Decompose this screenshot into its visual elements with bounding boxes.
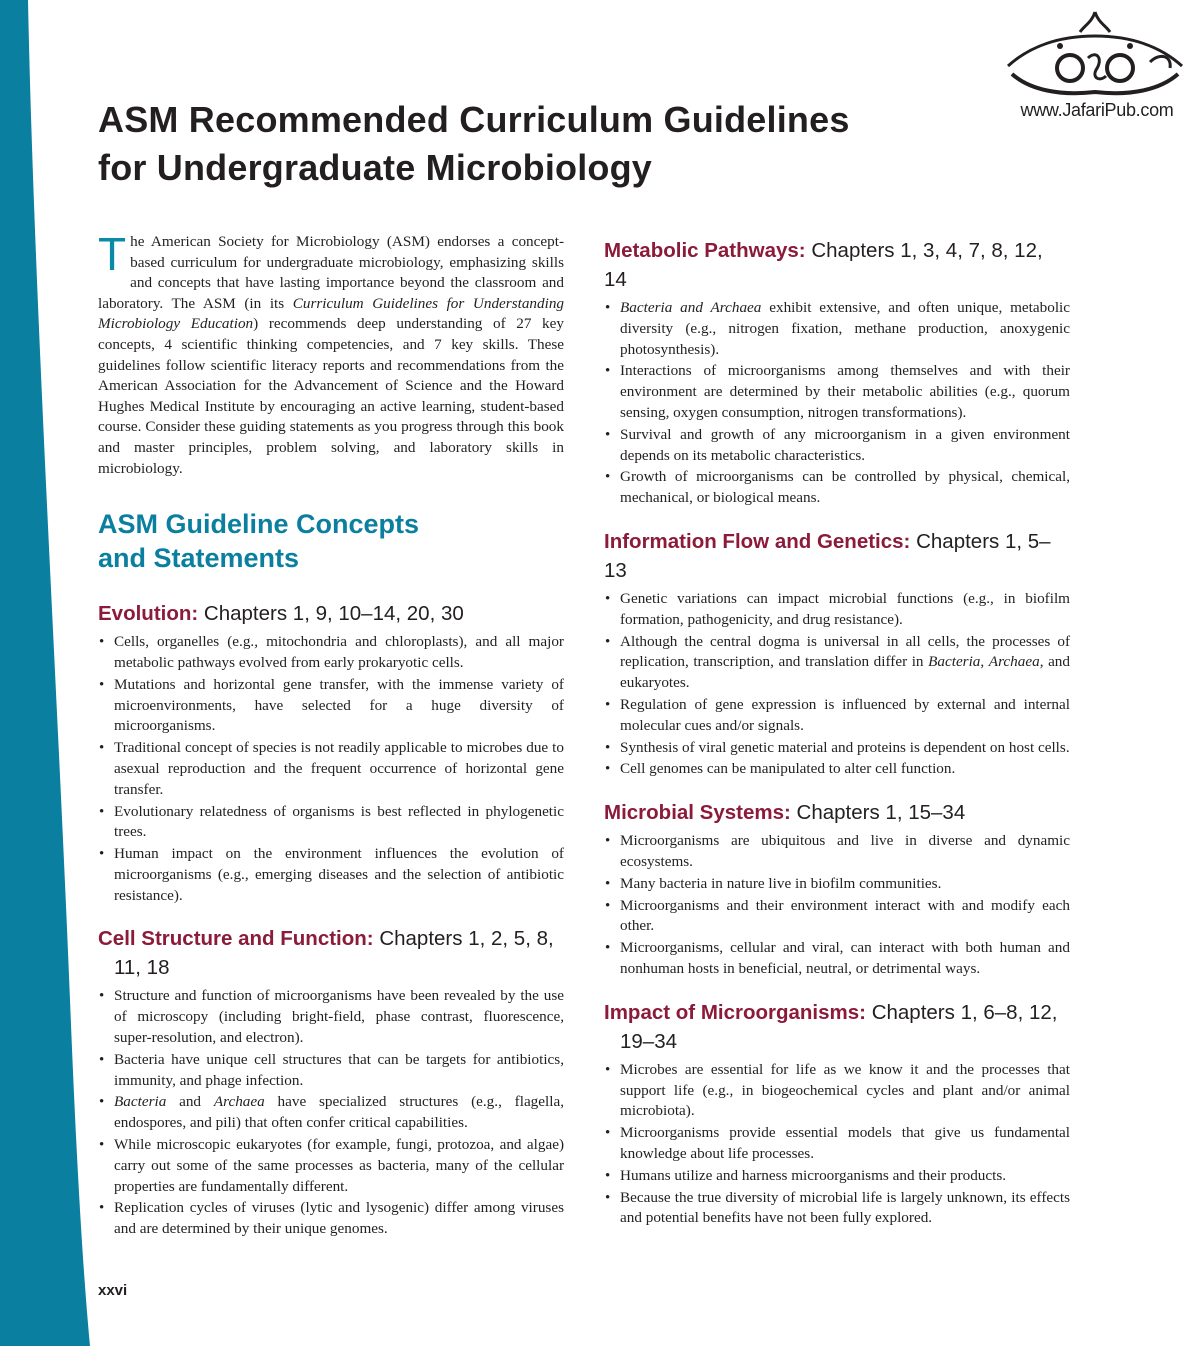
item-text: and [166,1093,214,1111]
section-heading-information [604,527,1070,585]
side-color-band [0,0,90,1346]
item-text: have specialized structures (e.g., flagella, endospores, and pili) that often confer critical capabilities. [114,1093,564,1132]
italic-term: Archaea [213,1093,265,1111]
list-item: • Microorganisms provide essential models that give us fundamental knowledge about life processes. [604,1123,1070,1165]
information-list [604,589,1070,780]
chapters-label: Chapters 1, 9, 10–14, 20, 30 [203,602,464,626]
item-text: , and eukaryotes. [620,653,1070,692]
list-item: • Microorganisms and their environment interact with and modify each other. [604,896,1070,938]
section-heading-metabolic [604,236,1070,294]
list-item: • Synthesis of viral genetic material and proteins is dependent on host cells. [604,738,1070,759]
list-item: • Genetic variations can impact microbial functions (e.g., in biofilm formation, pathogenicity, and drug resistance). [604,589,1070,631]
concepts-heading [98,507,564,575]
list-item: • Survival and growth of any microorganism in a given environment depends on its metabolic characteristics. [604,425,1070,467]
list-item: • Because the true diversity of microbial life is largely unknown, its effects and potential benefits have not been fully explored. [604,1188,1070,1230]
list-item [604,298,1070,360]
chapters-label: Chapters 1, 5–13 [604,529,1051,582]
chapters-label: Chapters 1, 3, 4, 7, 8, 12, 14 [604,239,1043,291]
list-item: • Mutations and horizontal gene transfer, with the immense variety of microenvironments, have selected for a huge diversity of microorganisms. [98,675,564,737]
list-item: • Microorganisms are ubiquitous and live in diverse and dynamic ecosystems. [604,831,1070,873]
right-column [604,236,1070,1247]
list-item: • Microorganisms, cellular and viral, can interact with both human and nonhuman hosts in beneficial, neutral, or detrimental ways. [604,938,1070,980]
list-item: • Cells, organelles (e.g., mitochondria and chloroplasts), and all major metabolic pathways evolved from early prokaryotic cells. [98,632,564,674]
item-text: Although the central dogma is universal in all cells, the processes of replication, transcription, and translation differ in [620,632,1070,671]
italic-term: Bacteria and Archaea [620,299,762,316]
page-title-line-2: for Undergraduate Microbiology [98,147,653,188]
list-item: • While microscopic eukaryotes (for example, fungi, protozoa, and algae) carry out some of the same processes as bacteria, many of the cellular properties are fundamentally different. [98,1135,564,1197]
list-item: • Evolutionary relatedness of organisms is best reflected in phylogenetic trees. [98,802,564,844]
list-item: • Bacteria have unique cell structures that can be targets for antibiotics, immunity, and phage infection. [98,1050,564,1092]
topic-label: Microbial Systems: [604,801,791,825]
list-item: • Cell genomes can be manipulated to alter cell function. [604,759,1070,780]
topic-label: Information Flow and Genetics: [604,529,911,553]
topic-label: Cell Structure and Function: [98,927,374,951]
list-item: • Many bacteria in nature live in biofilm communities. [604,874,1070,895]
list-item: • Human impact on the environment influences the evolution of microorganisms (e.g., emerging diseases and the selection of antibiotic resistance). [98,844,564,906]
list-item: • Microbes are essential for life as we know it and the processes that support life (e.g., in biogeochemical cycles and plant and/or animal microbiota). [604,1060,1070,1122]
chapters-label: Chapters 1, 2, 5, 8, 11, 18 [114,927,554,980]
section-heading-microbial-systems [604,798,1070,827]
chapters-label: Chapters 1, 15–34 [796,801,966,825]
intro-italic-title: Curriculum Guidelines for Understanding Microbiology Education [98,294,565,333]
concepts-heading-line-1: ASM Guideline Concepts [98,509,420,540]
list-item: • Regulation of gene expression is influenced by external and internal molecular cues and/or signals. [604,695,1070,737]
section-heading-evolution [98,599,564,628]
list-item: • Replication cycles of viruses (lytic and lysogenic) differ among viruses and are determined by their unique genomes. [98,1198,564,1240]
page-title-line-1: ASM Recommended Curriculum Guidelines [98,99,850,140]
list-item: • Interactions of microorganisms among themselves and with their environment are determined by their metabolic abilities (e.g., quorum sensing, oxygen consumption, nitrogen transformations). [604,361,1070,423]
cell-structure-list [98,986,564,1240]
italic-term: Bacteria [114,1093,167,1111]
drop-cap: T [98,228,127,280]
intro-text-1: he American Society for Microbiology (ASM) endorses a concept-based curriculum for undergraduate microbiology, emphasizing skills and concepts that have lasting importance beyond the classroom and laboratory. The ASM (in its [98,233,564,312]
chapters-label: Chapters 1, 6–8, 12, 19–34 [620,1000,1058,1053]
section-heading-cell-structure [98,924,564,982]
item-text: , [980,653,989,671]
metabolic-list [604,298,1070,509]
topic-label: Impact of Microorganisms: [604,1000,866,1024]
list-item: • Growth of microorganisms can be controlled by physical, chemical, mechanical, or biological means. [604,467,1070,509]
left-column [98,228,565,1258]
list-item [604,632,1070,694]
list-item: • Traditional concept of species is not readily applicable to microbes due to asexual reproduction and the frequent occurrence of horizontal gene transfer. [98,738,564,800]
item-text: exhibit extensive, and often unique, metabolic diversity (e.g., nitrogen fixation, methane production, anoxygenic photosynthesis). [620,299,1070,358]
evolution-list [98,632,564,906]
page-title [98,96,858,192]
microbial-systems-list [604,831,1070,980]
list-item: • Humans utilize and harness microorganisms and their products. [604,1166,1070,1187]
page-number: xxvi [98,1282,128,1299]
concepts-heading-line-2: and Statements [98,543,300,574]
italic-term: Archaea [988,653,1040,671]
topic-label: Metabolic Pathways: [604,239,806,262]
impact-list [604,1060,1070,1229]
italic-term: Bacteria [928,653,981,671]
intro-text-2: ) recommends deep understanding of 27 key concepts, 4 scientific thinking competencies, and 7 key skills. These guidelines follow scientific literacy reports and recommendations from the American Association for the Advancement of Science and the Howard Hughes Medical Institute by encouraging an active learning, student-based course. Consider these guiding statements as you progress through this book and master principles, problem solving, and laboratory skills in microbiology. [98,315,564,477]
logo-url: www.JafariPub.com [1020,100,1174,120]
list-item: • Structure and function of microorganisms have been revealed by the use of microscopy (including bright-field, phase contrast, fluorescence, super-resolution, and electron). [98,986,564,1048]
topic-label: Evolution: [98,602,199,626]
section-heading-impact [604,998,1070,1056]
list-item [98,1092,564,1134]
intro-paragraph [98,228,565,479]
